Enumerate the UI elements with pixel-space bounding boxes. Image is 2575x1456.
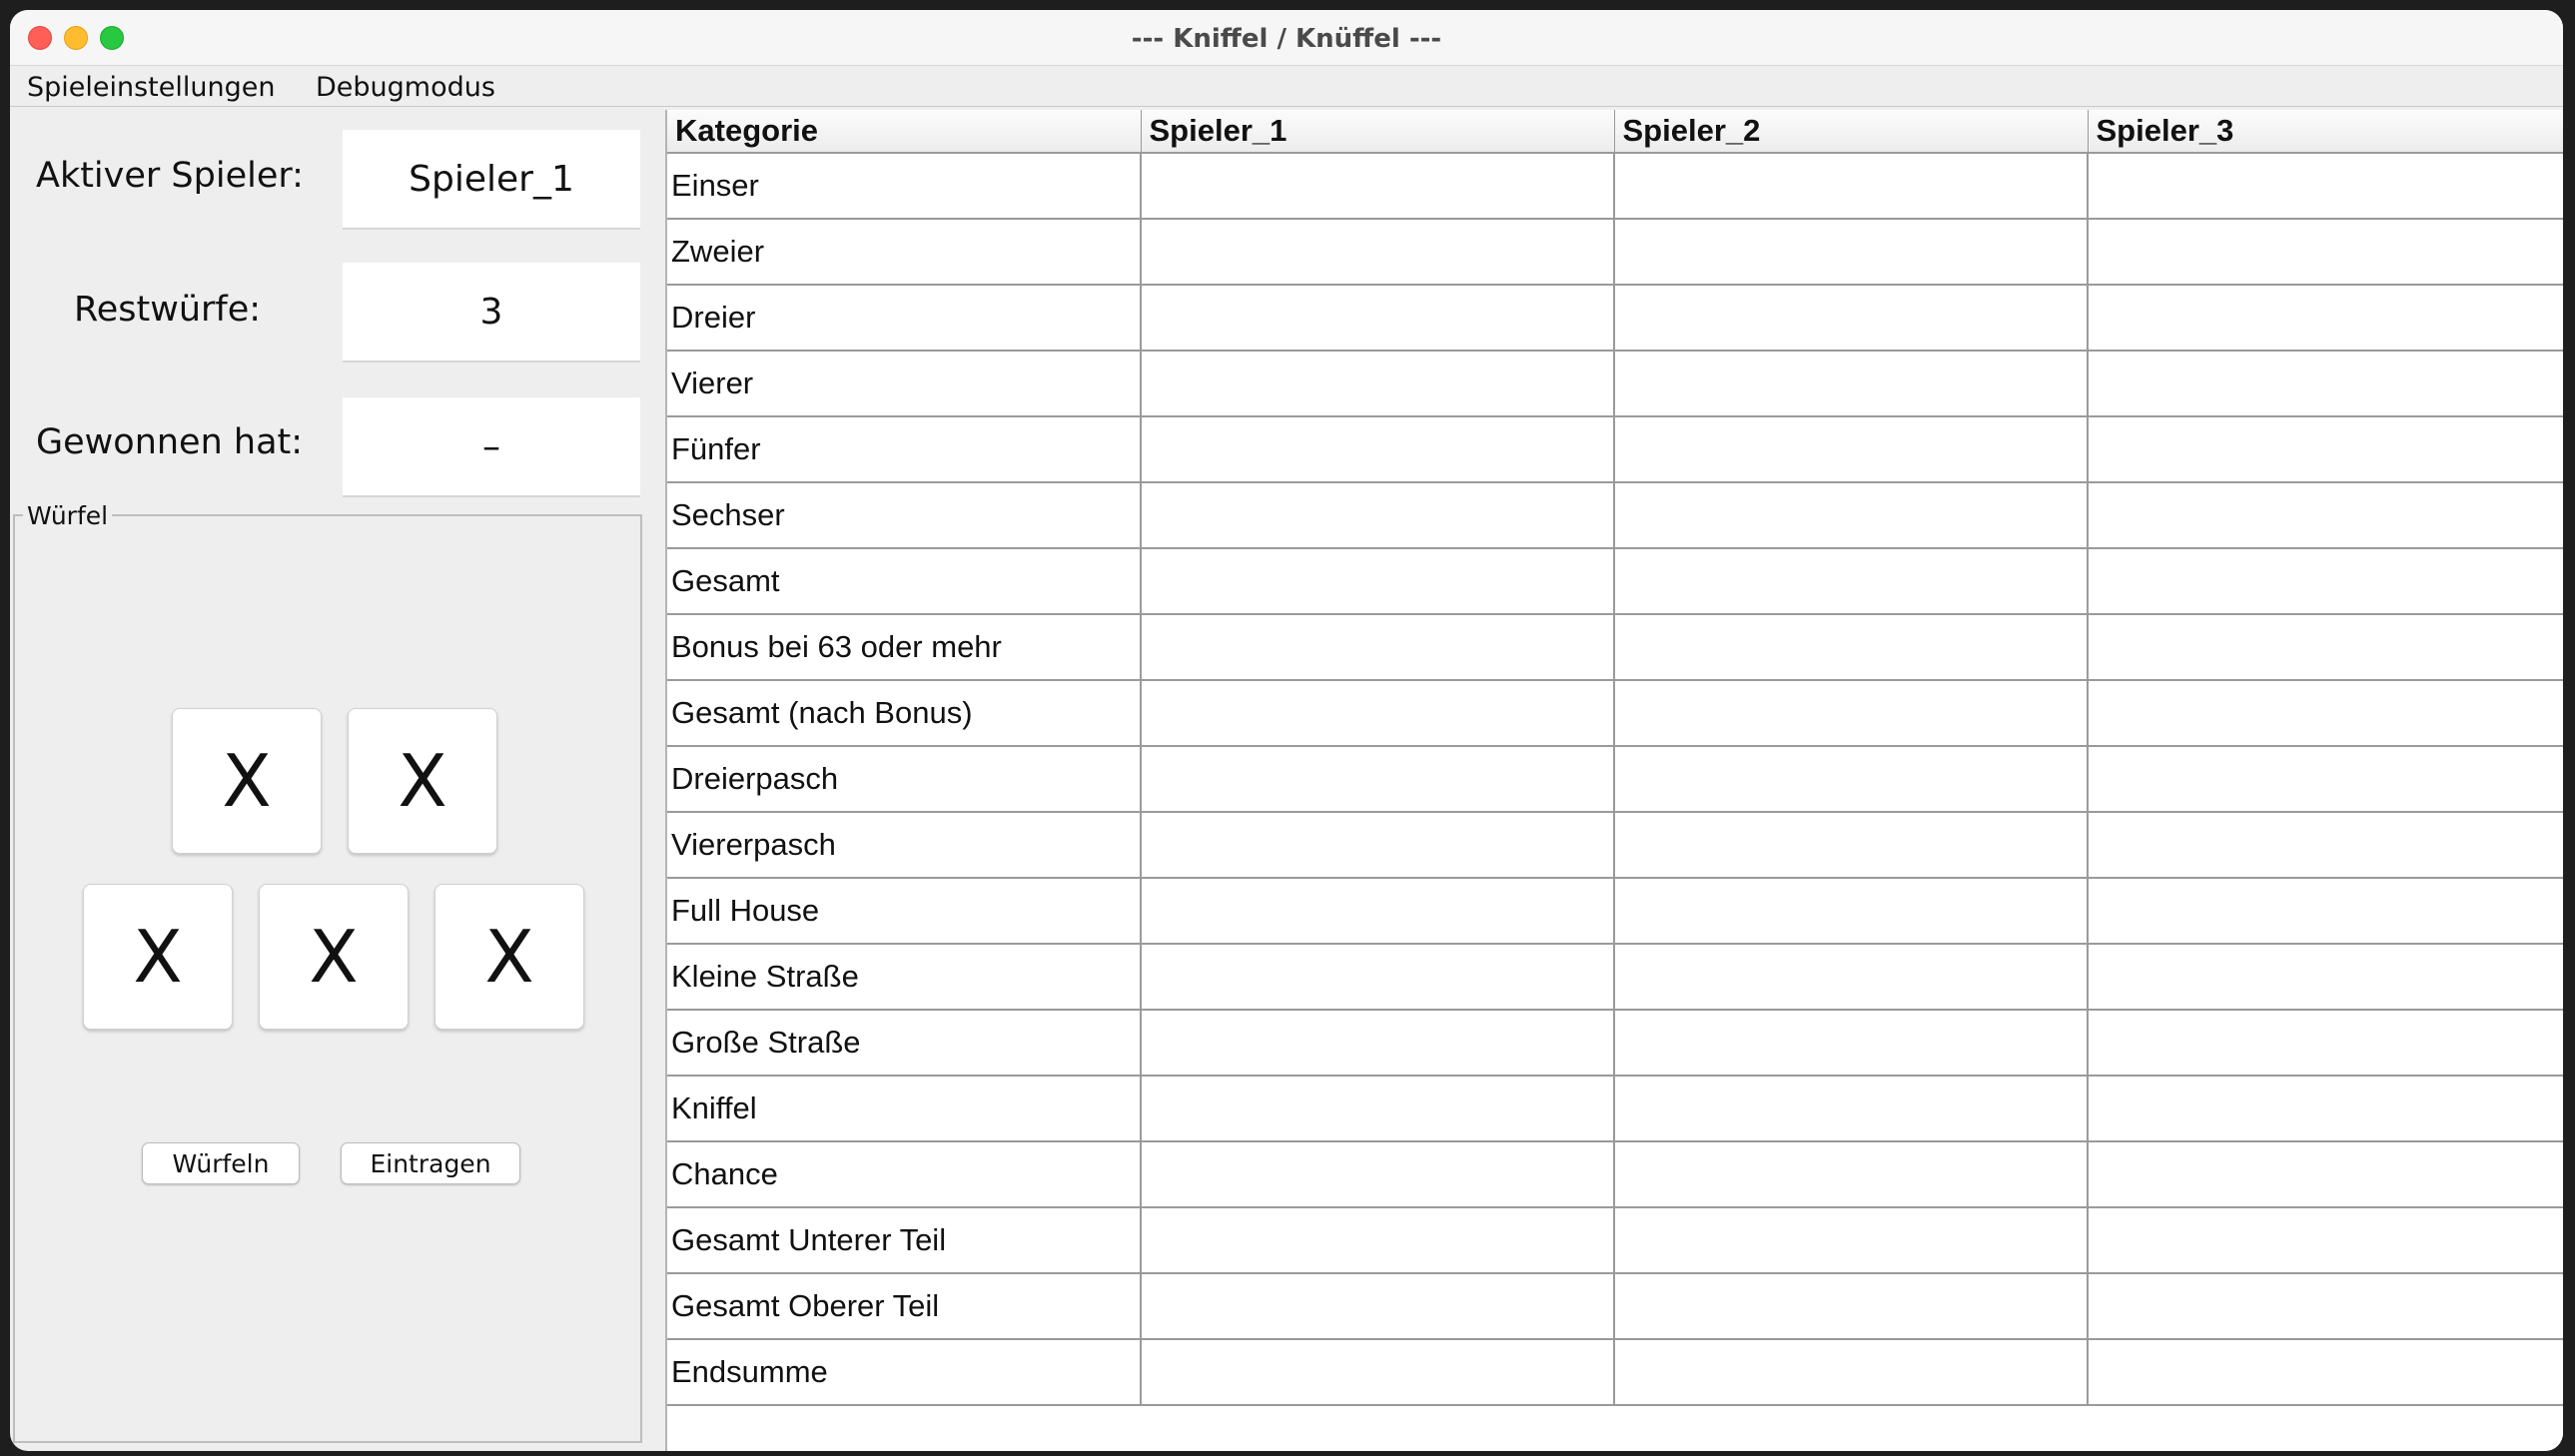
table-row — [667, 1010, 2563, 1076]
table-row — [667, 1207, 2563, 1273]
scoreboard-body — [667, 153, 2563, 1405]
game-status-panel — [10, 108, 655, 1451]
category-cell[interactable]: Kleine Straße — [667, 944, 1141, 1010]
window-title: --- Kniffel / Knüffel --- — [1131, 24, 1442, 54]
scoreboard-table-area — [665, 110, 2563, 1451]
category-cell[interactable]: Gesamt Oberer Teil — [667, 1273, 1141, 1339]
score-cell-spieler-2[interactable] — [1614, 1010, 2088, 1076]
score-cell-spieler-2[interactable] — [1614, 1141, 2088, 1207]
score-cell-spieler-1[interactable] — [1141, 878, 1614, 944]
column-header-spieler-3[interactable]: Spieler_3 — [2088, 110, 2563, 153]
table-row — [667, 548, 2563, 614]
score-cell-spieler-3[interactable] — [2088, 548, 2563, 614]
category-cell[interactable]: Fünfer — [667, 416, 1141, 482]
score-cell-spieler-2[interactable] — [1614, 878, 2088, 944]
score-cell-spieler-1[interactable] — [1141, 351, 1614, 416]
category-cell[interactable]: Chance — [667, 1141, 1141, 1207]
category-cell[interactable]: Sechser — [667, 482, 1141, 548]
table-row — [667, 1141, 2563, 1207]
score-cell-spieler-3[interactable] — [2088, 680, 2563, 746]
score-cell-spieler-1[interactable] — [1141, 680, 1614, 746]
rolls-left-field[interactable]: 3 — [343, 263, 640, 363]
category-cell[interactable]: Endsumme — [667, 1339, 1141, 1405]
score-cell-spieler-2[interactable] — [1614, 548, 2088, 614]
score-cell-spieler-3[interactable] — [2088, 1207, 2563, 1273]
category-cell[interactable]: Gesamt — [667, 548, 1141, 614]
score-cell-spieler-1[interactable] — [1141, 482, 1614, 548]
score-cell-spieler-3[interactable] — [2088, 1141, 2563, 1207]
table-row — [667, 746, 2563, 812]
score-cell-spieler-2[interactable] — [1614, 614, 2088, 680]
score-cell-spieler-1[interactable] — [1141, 746, 1614, 812]
enter-score-button[interactable]: Eintragen — [341, 1142, 520, 1184]
score-cell-spieler-3[interactable] — [2088, 878, 2563, 944]
score-cell-spieler-3[interactable] — [2088, 285, 2563, 351]
score-cell-spieler-1[interactable] — [1141, 416, 1614, 482]
table-row — [667, 878, 2563, 944]
score-cell-spieler-3[interactable] — [2088, 416, 2563, 482]
table-row — [667, 1076, 2563, 1141]
winner-label: Gewonnen hat: — [36, 422, 304, 462]
table-row — [667, 680, 2563, 746]
score-cell-spieler-2[interactable] — [1614, 1207, 2088, 1273]
table-row — [667, 944, 2563, 1010]
table-row — [667, 1339, 2563, 1405]
score-cell-spieler-1[interactable] — [1141, 219, 1614, 285]
score-cell-spieler-2[interactable] — [1614, 1076, 2088, 1141]
score-cell-spieler-1[interactable] — [1141, 614, 1614, 680]
table-row — [667, 1273, 2563, 1339]
score-cell-spieler-3[interactable] — [2088, 812, 2563, 878]
score-cell-spieler-2[interactable] — [1614, 1339, 2088, 1405]
score-cell-spieler-3[interactable] — [2088, 1273, 2563, 1339]
menu-spieleinstellungen[interactable]: Spieleinstellungen — [27, 72, 276, 103]
score-cell-spieler-1[interactable] — [1141, 1339, 1614, 1405]
score-cell-spieler-3[interactable] — [2088, 153, 2563, 219]
table-row — [667, 285, 2563, 351]
score-cell-spieler-1[interactable] — [1141, 548, 1614, 614]
app-window — [10, 10, 2563, 1451]
score-cell-spieler-3[interactable] — [2088, 351, 2563, 416]
table-header-row — [667, 110, 2563, 153]
table-row — [667, 482, 2563, 548]
die-4[interactable]: X — [259, 884, 409, 1030]
score-cell-spieler-3[interactable] — [2088, 614, 2563, 680]
score-cell-spieler-3[interactable] — [2088, 746, 2563, 812]
score-cell-spieler-1[interactable] — [1141, 1010, 1614, 1076]
score-cell-spieler-2[interactable] — [1614, 153, 2088, 219]
category-cell[interactable]: Bonus bei 63 oder mehr — [667, 614, 1141, 680]
table-row — [667, 416, 2563, 482]
table-row — [667, 812, 2563, 878]
score-cell-spieler-3[interactable] — [2088, 1010, 2563, 1076]
category-cell[interactable]: Zweier — [667, 219, 1141, 285]
die-3[interactable]: X — [83, 884, 233, 1030]
score-cell-spieler-2[interactable] — [1614, 285, 2088, 351]
die-2[interactable]: X — [348, 708, 497, 854]
category-cell[interactable]: Vierer — [667, 351, 1141, 416]
score-cell-spieler-2[interactable] — [1614, 219, 2088, 285]
category-cell[interactable]: Gesamt (nach Bonus) — [667, 680, 1141, 746]
score-cell-spieler-2[interactable] — [1614, 680, 2088, 746]
category-cell[interactable]: Kniffel — [667, 1076, 1141, 1141]
score-cell-spieler-1[interactable] — [1141, 1207, 1614, 1273]
score-cell-spieler-3[interactable] — [2088, 1339, 2563, 1405]
active-player-field[interactable]: Spieler_1 — [343, 130, 640, 230]
score-cell-spieler-2[interactable] — [1614, 416, 2088, 482]
score-cell-spieler-3[interactable] — [2088, 1076, 2563, 1141]
column-header-spieler-2[interactable]: Spieler_2 — [1614, 110, 2088, 153]
winner-field[interactable]: – — [343, 397, 640, 497]
score-cell-spieler-1[interactable] — [1141, 1141, 1614, 1207]
category-cell[interactable]: Große Straße — [667, 1010, 1141, 1076]
column-header-spieler-1[interactable]: Spieler_1 — [1141, 110, 1614, 153]
score-cell-spieler-1[interactable] — [1141, 285, 1614, 351]
column-header-kategorie[interactable]: Kategorie — [667, 110, 1141, 153]
dice-panel — [13, 501, 642, 1443]
score-cell-spieler-2[interactable] — [1614, 944, 2088, 1010]
score-cell-spieler-2[interactable] — [1614, 351, 2088, 416]
category-cell[interactable]: Einser — [667, 153, 1141, 219]
die-5[interactable]: X — [434, 884, 584, 1030]
die-1[interactable]: X — [172, 708, 322, 854]
score-cell-spieler-2[interactable] — [1614, 746, 2088, 812]
score-cell-spieler-1[interactable] — [1141, 944, 1614, 1010]
scoreboard-table — [667, 110, 2563, 1406]
score-cell-spieler-3[interactable] — [2088, 944, 2563, 1010]
category-cell[interactable]: Dreier — [667, 285, 1141, 351]
score-cell-spieler-3[interactable] — [2088, 219, 2563, 285]
table-row — [667, 614, 2563, 680]
score-cell-spieler-2[interactable] — [1614, 1273, 2088, 1339]
category-cell[interactable]: Full House — [667, 878, 1141, 944]
score-cell-spieler-1[interactable] — [1141, 812, 1614, 878]
score-cell-spieler-2[interactable] — [1614, 812, 2088, 878]
score-cell-spieler-1[interactable] — [1141, 153, 1614, 219]
roll-dice-button[interactable]: Würfeln — [142, 1142, 300, 1184]
active-player-label: Aktiver Spieler: — [36, 156, 304, 196]
table-row — [667, 153, 2563, 219]
menu-debugmodus[interactable]: Debugmodus — [316, 72, 495, 103]
menu-bar — [10, 67, 2563, 107]
title-bar — [10, 10, 2563, 66]
score-cell-spieler-3[interactable] — [2088, 482, 2563, 548]
category-cell[interactable]: Dreierpasch — [667, 746, 1141, 812]
score-cell-spieler-1[interactable] — [1141, 1076, 1614, 1141]
category-cell[interactable]: Gesamt Unterer Teil — [667, 1207, 1141, 1273]
score-cell-spieler-2[interactable] — [1614, 482, 2088, 548]
score-cell-spieler-1[interactable] — [1141, 1273, 1614, 1339]
category-cell[interactable]: Viererpasch — [667, 812, 1141, 878]
dice-panel-legend: Würfel — [23, 501, 112, 530]
table-row — [667, 219, 2563, 285]
rolls-left-label: Restwürfe: — [74, 290, 262, 330]
table-row — [667, 351, 2563, 416]
